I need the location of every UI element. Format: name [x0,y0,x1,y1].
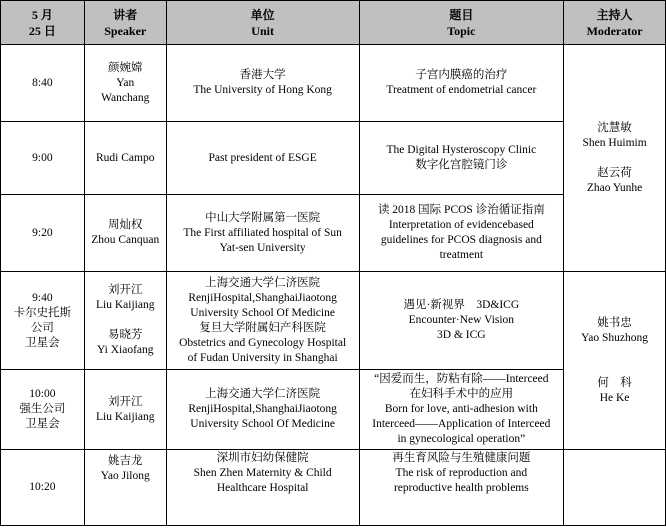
speaker-cell [84,370,166,450]
time-cell [1,45,85,122]
unit-line: RenjiHospital,ShanghaiJiaotong [188,291,337,304]
unit-line: 中山大学附属第一医院 [205,211,321,224]
topic-line: Encounter·New Vision [408,314,515,326]
moderator-line: Shen Huimim [582,136,647,149]
topic-line: 3D & ICG [437,329,486,341]
moderator-line: 姚书忠 [597,316,632,329]
header-speaker-en: Speaker [104,23,147,38]
topic-line: The risk of reproduction and [395,467,528,479]
table-row [1,450,666,526]
unit-cell [166,45,359,122]
unit-line: Shen Zhen Maternity & Child [193,467,332,479]
moderator-cell-empty [564,450,666,526]
moderator-line: 何 科 [597,376,632,389]
unit-line: Past president of ESGE [208,151,317,164]
speaker-line [88,313,163,328]
time-line: 公司 [30,321,54,334]
header-unit-en: Unit [251,23,274,38]
header-moderator [564,1,666,45]
speaker-line: 颜婉嫦 [108,61,143,74]
time-line: 9:00 [32,151,53,164]
topic-line: guidelines for PCOS diagnosis and [380,234,542,246]
time-line: 9:40 [32,291,53,304]
topic-line: The Digital Hysteroscopy Clinic [386,144,537,156]
table-row [1,45,666,122]
header-topic-en: Topic [447,23,476,38]
topic-cell [359,195,564,272]
header-moderator-en: Moderator [586,23,643,38]
moderator-cell [564,45,666,272]
unit-line: Healthcare Hospital [216,482,309,494]
topic-cell [359,45,564,122]
time-line: 10:00 [29,388,56,400]
time-line: 8:40 [32,76,53,89]
topic-line: in gynecological operation” [397,433,526,445]
unit-line: of Fudan University in Shanghai [187,351,338,364]
unit-line: RenjiHospital,ShanghaiJiaotong [188,403,337,415]
time-line: 卫星会 [25,418,60,430]
unit-line: 上海交通大学仁济医院 [205,388,321,400]
header-speaker-cn: 讲者 [113,7,138,22]
speaker-line: 姚吉龙 [108,455,143,467]
topic-line: treatment [439,249,484,261]
unit-cell [166,272,359,370]
topic-line: reproductive health problems [393,482,529,494]
topic-line: Interpretation of evidencebased [388,219,534,231]
speaker-cell [84,122,166,195]
topic-line: 再生育风险与生殖健康问题 [392,452,531,464]
speaker-cell [84,450,166,526]
unit-cell [166,122,359,195]
moderator-line [567,361,662,376]
header-date [1,1,85,45]
speaker-line: Yan [116,76,135,89]
unit-line: Obstetrics and Gynecology Hospital [179,336,347,349]
moderator-line: 赵云荷 [597,166,632,179]
topic-line: Born for love, anti-adhesion with [384,403,538,415]
unit-line: Yat-sen University [219,241,306,254]
speaker-line: 刘开江 [108,284,143,296]
speaker-line: Rudi Campo [96,151,155,164]
speaker-line: 刘开江 [108,395,143,408]
moderator-line [567,346,662,361]
time-line: 强生公司 [19,403,66,415]
topic-line: “因爱而生，防粘有除——Interceed [374,373,549,385]
topic-line: 读 2018 国际 PCOS 诊治循证指南 [377,204,545,216]
time-cell [1,272,85,370]
header-topic-cn: 题目 [449,7,474,22]
topic-line: 子宫内膜癌的治疗 [415,69,508,81]
unit-line: University School Of Medicine [190,306,335,319]
header-moderator-cn: 主持人 [596,7,633,22]
speaker-line: Wanchang [101,91,150,104]
topic-cell [359,272,564,370]
header-date-en: 25 日 [28,23,56,38]
topic-cell [359,450,564,526]
speaker-line: Liu Kaijiang [96,410,155,423]
moderator-line: He Ke [599,391,630,404]
unit-line: 深圳市妇幼保健院 [216,452,309,464]
topic-cell [359,122,564,195]
topic-cell [359,370,564,450]
unit-line: 香港大学 [239,69,286,81]
time-cell [1,195,85,272]
topic-line: Interceed——Application of Interceed [372,418,551,430]
time-line: 10:20 [29,481,56,493]
speaker-line: Liu Kaijiang [96,299,155,311]
speaker-cell [84,195,166,272]
unit-line: The First affiliated hospital of Sun [183,226,342,239]
topic-line: 在妇科手术中的应用 [409,388,514,400]
unit-cell [166,450,359,526]
speaker-line: Yi Xiaofang [96,344,154,356]
moderator-line: Yao Shuzhong [581,331,648,344]
speaker-line: 周灿权 [108,219,143,231]
speaker-cell [84,272,166,370]
speaker-line: 易晓芳 [108,329,143,341]
time-cell [1,370,85,450]
time-cell [1,122,85,195]
header-unit-cn: 单位 [250,7,275,22]
speaker-line: Yao Jilong [100,470,150,482]
time-line: 9:20 [32,226,53,239]
moderator-line [567,151,662,166]
moderator-cell [564,272,666,450]
speaker-line: Zhou Canquan [91,234,160,246]
header-speaker [84,1,166,45]
moderator-line: Zhao Yunhe [586,181,643,194]
unit-line: 上海交通大学仁济医院 [205,276,321,289]
topic-line: 遇见·新视界 3D&ICG [403,299,520,311]
header-date-cn: 5 月 [31,7,53,22]
topic-line: Treatment of endometrial cancer [386,84,537,96]
table-row [1,272,666,370]
header-topic [359,1,564,45]
unit-line: The University of Hong Kong [193,84,332,96]
time-line: 卡尔史托斯 [13,306,72,319]
speaker-cell [84,45,166,122]
topic-line: 数字化宫腔镜门诊 [415,159,508,171]
time-line: 卫星会 [25,336,60,349]
header-row [1,1,666,45]
unit-line: 复旦大学附属妇产科医院 [199,321,326,334]
moderator-line: 沈慧敏 [597,121,632,134]
header-unit [166,1,359,45]
unit-cell [166,195,359,272]
unit-line: University School Of Medicine [190,418,335,430]
unit-cell [166,370,359,450]
time-cell [1,450,85,526]
